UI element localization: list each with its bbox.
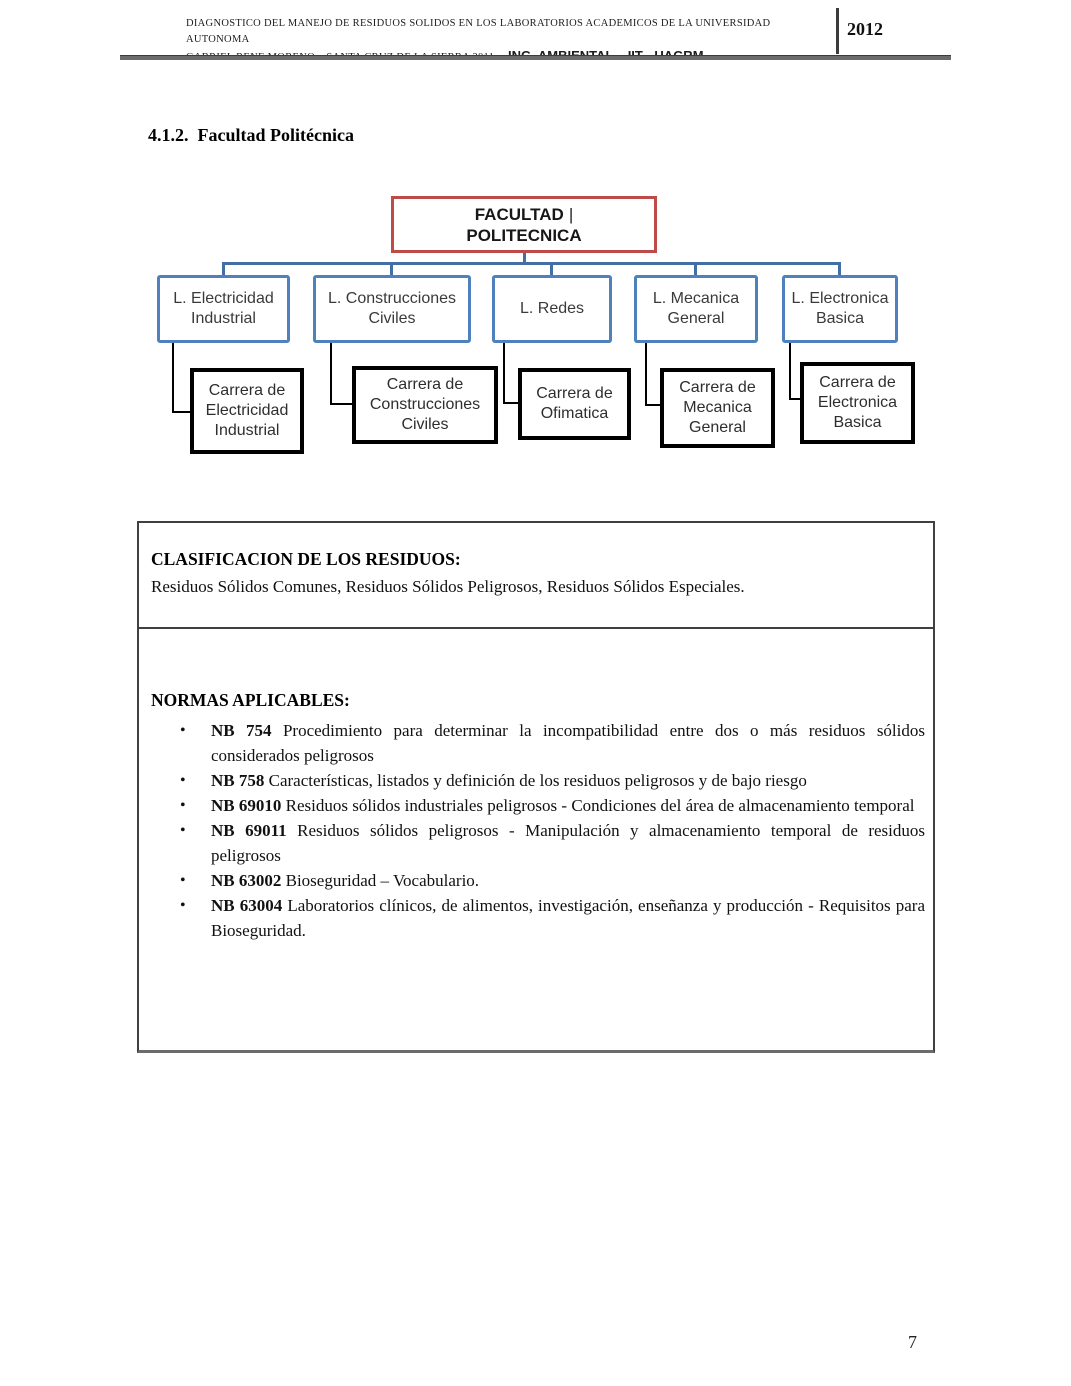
- norma-text: Procedimiento para determinar la incompatibilidad entre dos o más residuos sólidos considerados peligrosos: [211, 721, 925, 765]
- connector-lab3-v: [503, 343, 505, 404]
- connector-lab5-v: [789, 343, 791, 400]
- org-lab-label: L. Construcciones Civiles: [327, 290, 457, 327]
- header-title-line1: DIAGNOSTICO DEL MANEJO DE RESIDUOS SOLIDOS EN LOS LABORATORIOS ACADEMICOS DE LA UNIVERSIDAD AUTONOMA: [186, 18, 771, 45]
- list-item: [178, 718, 925, 768]
- connector-lab1-v: [172, 343, 174, 413]
- org-lab-label: L. Electricidad Industrial: [173, 290, 274, 327]
- header-vertical-divider: [836, 8, 839, 54]
- section-title: Facultad Politécnica: [197, 125, 354, 145]
- org-carrera-box-mecanica-general: [660, 368, 775, 448]
- connector-lab5-h: [789, 398, 800, 400]
- cursor-bar: |: [568, 204, 574, 224]
- bullet-icon: •: [180, 872, 186, 889]
- norma-code: NB 63004: [211, 896, 283, 915]
- norma-code: NB 63002: [211, 871, 282, 890]
- org-lab-label: L. Redes: [519, 300, 585, 317]
- clasificacion-body: Residuos Sólidos Comunes, Residuos Sólidos Peligrosos, Residuos Sólidos Especiales.: [151, 577, 745, 596]
- norma-text: Laboratorios clínicos, de alimentos, investigación, enseñanza y producción - Requisitos para Bioseguridad.: [211, 896, 926, 940]
- connector-lab2-h: [330, 403, 352, 405]
- connector-stub-lab4: [694, 262, 697, 275]
- list-item: [178, 868, 925, 893]
- connector-lab2-v: [330, 343, 332, 405]
- org-lab-label: L. Electronica Basica: [791, 290, 889, 327]
- list-item: [178, 768, 925, 793]
- normas-list: [178, 718, 925, 943]
- org-carrera-box-ofimatica: [518, 368, 631, 440]
- header-year: 2012: [847, 19, 883, 39]
- connector-lab1-h: [172, 411, 190, 413]
- org-carrera-label: Carrera de Ofimatica: [536, 385, 613, 422]
- bullet-icon: •: [180, 772, 186, 789]
- norma-code: NB 754: [211, 721, 272, 740]
- connector-horizontal: [222, 262, 841, 265]
- connector-lab3-h: [503, 402, 518, 404]
- list-item: [178, 818, 925, 868]
- norma-code: NB 69010: [211, 796, 282, 815]
- connector-lab4-v: [645, 343, 647, 406]
- org-lab-label: L. Mecanica General: [652, 290, 740, 327]
- bullet-icon: •: [180, 722, 186, 739]
- norma-text: Residuos sólidos peligrosos - Manipulación y almacenamiento temporal de residuos peligrosos: [211, 821, 926, 865]
- connector-stub-lab5: [838, 262, 841, 275]
- org-lab-box-electronica-basica: [782, 275, 898, 343]
- org-root-label: [466, 204, 581, 246]
- page-number: 7: [908, 1332, 917, 1352]
- list-item: [178, 893, 925, 943]
- info-table-row-divider: [137, 627, 935, 629]
- bullet-icon: •: [180, 797, 186, 814]
- org-carrera-box-electronica-basica: [800, 362, 915, 444]
- org-carrera-box-construcciones-civiles: [352, 366, 498, 444]
- connector-stub-lab2: [390, 262, 393, 275]
- org-lab-box-mecanica-general: [634, 275, 758, 343]
- org-root-line1: FACULTAD: [474, 204, 564, 224]
- org-carrera-label: Carrera de Electronica Basica: [817, 374, 898, 431]
- norma-code: NB 758: [211, 771, 265, 790]
- connector-stub-lab1: [222, 262, 225, 275]
- org-carrera-label: Carrera de Construcciones Civiles: [369, 376, 481, 433]
- org-lab-box-redes: [492, 275, 612, 343]
- org-root-line2: POLITECNICA: [466, 225, 582, 245]
- connector-stub-lab3: [550, 262, 553, 275]
- list-item: [178, 793, 925, 818]
- org-carrera-label: Carrera de Mecanica General: [679, 379, 756, 436]
- bullet-icon: •: [180, 897, 186, 914]
- normas-heading: NORMAS APLICABLES:: [151, 690, 350, 710]
- clasificacion-heading: CLASIFICACION DE LOS RESIDUOS:: [151, 549, 461, 569]
- norma-code: NB 69011: [211, 821, 287, 840]
- header-rule: [120, 55, 951, 60]
- norma-text: Características, listados y definición de los residuos peligrosos y de bajo riesgo: [268, 771, 807, 790]
- org-carrera-box-electricidad-industrial: [190, 368, 304, 454]
- org-lab-box-electricidad-industrial: [157, 275, 290, 343]
- norma-text: Bioseguridad – Vocabulario.: [285, 871, 480, 890]
- section-number: 4.1.2.: [148, 125, 189, 145]
- norma-text: Residuos sólidos industriales peligrosos - Condiciones del área de almacenamiento temporal: [285, 796, 915, 815]
- org-lab-box-construcciones-civiles: [313, 275, 471, 343]
- bullet-icon: •: [180, 822, 186, 839]
- org-carrera-label: Carrera de Electricidad Industrial: [205, 382, 289, 439]
- org-root-box-facultad-politecnica: [391, 196, 657, 253]
- section-heading: [148, 125, 354, 146]
- connector-lab4-h: [645, 404, 660, 406]
